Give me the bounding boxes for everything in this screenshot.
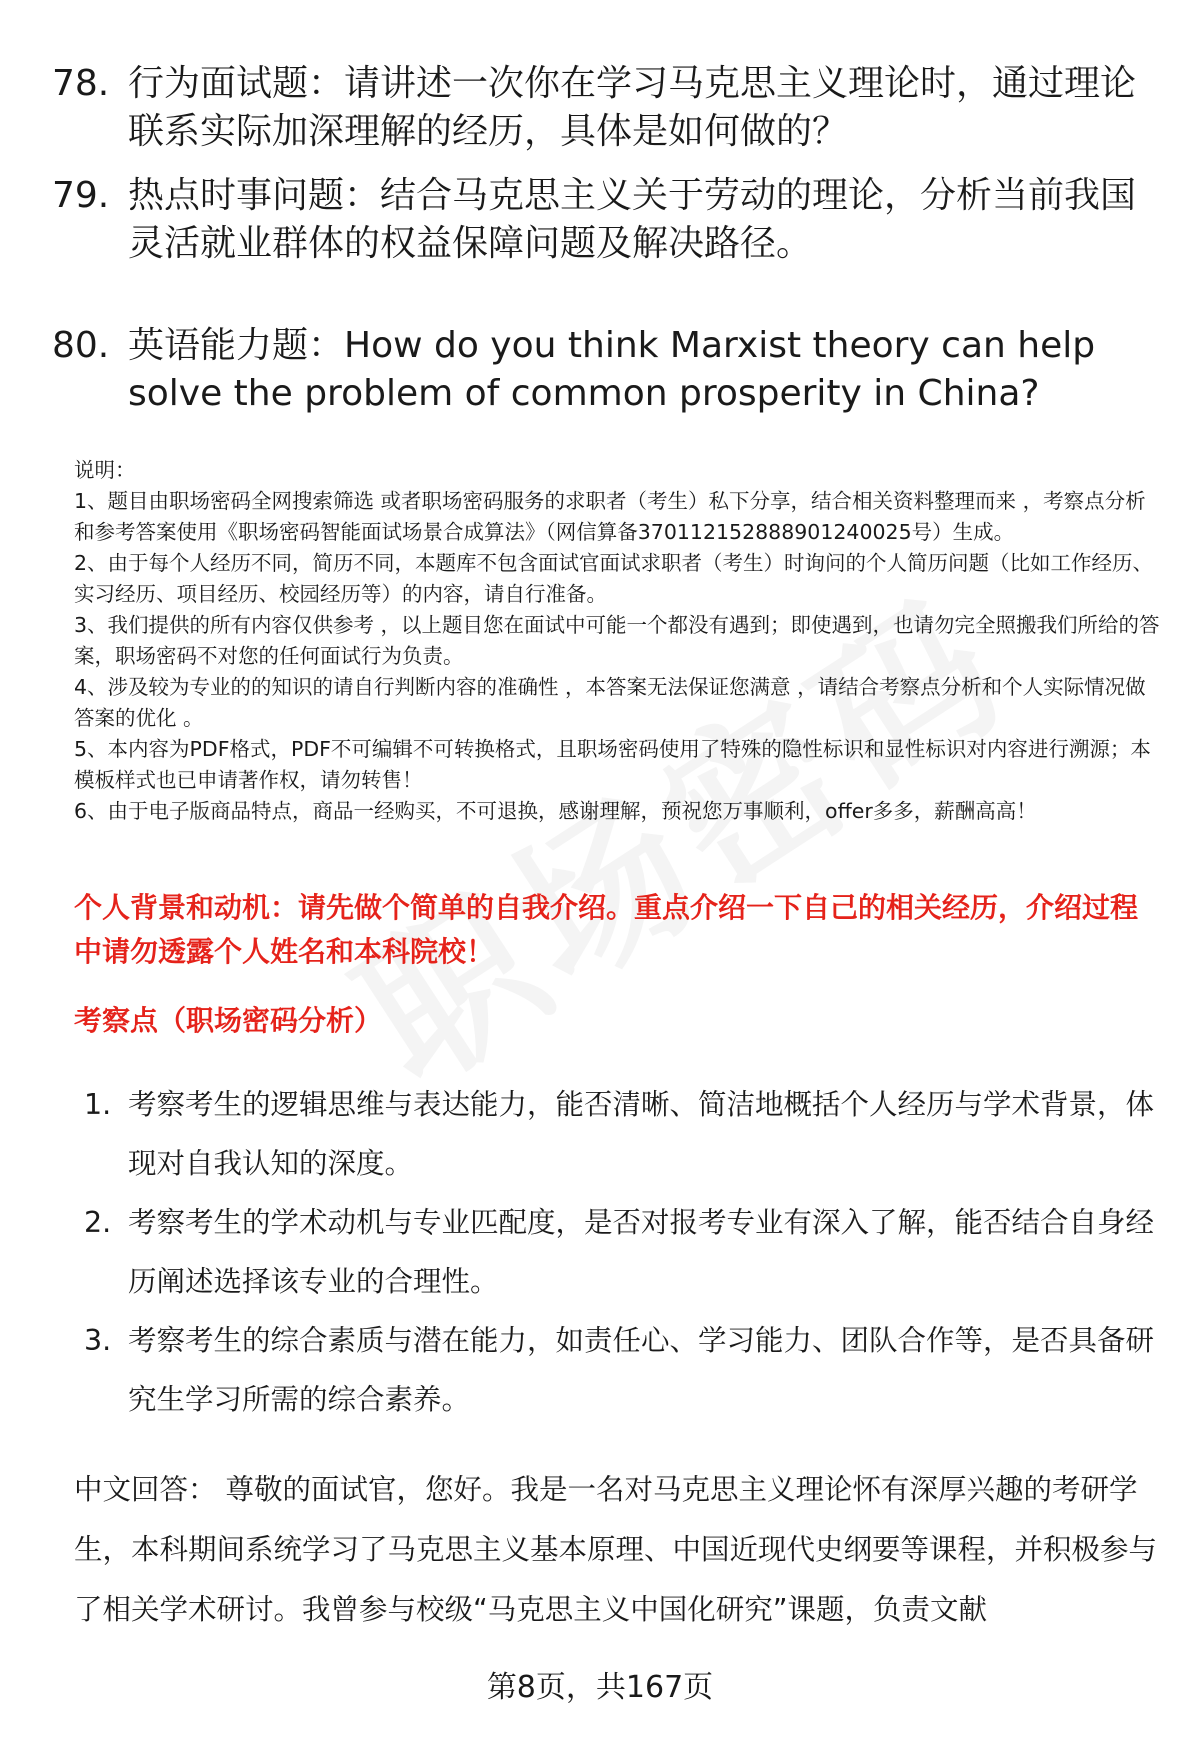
question-number: 80.: [52, 325, 110, 366]
question-text: 热点时事问题：结合马克思主义关于劳动的理论，分析当前我国灵活就业群体的权益保障问题及解决路径。: [128, 175, 1137, 264]
kaocha-item: [84, 1193, 1164, 1311]
kaocha-item: [84, 1311, 1164, 1429]
kaocha-item-number: 2.: [84, 1206, 112, 1239]
note-item: 2、由于每个人经历不同，简历不同，本题库不包含面试官面试求职者（考生）时询问的个人简历问题（比如工作经历、实习经历、项目经历、校园经历等）的内容，请自行准备。: [74, 551, 1154, 606]
page-number: 第8页，共167页: [486, 1670, 714, 1705]
notes-section: [74, 455, 1164, 827]
question-text: 行为面试题：请讲述一次你在学习马克思主义理论时，通过理论联系实际加深理解的经历，具体是如何做的？: [128, 63, 1137, 152]
notes-title: 说明：: [74, 458, 136, 482]
note-item: 4、涉及较为专业的的知识的请自行判断内容的准确性 ，本答案无法保证您满意 ，请结合考察点分析和个人实际情况做答案的优化 。: [74, 675, 1146, 730]
answer-text: 中文回答： 尊敬的面试官，您好。我是一名对马克思主义理论怀有深厚兴趣的考研学生，本科期间系统学习了马克思主义基本原理、中国近现代史纲要等课程，并积极参与了相关学术研讨。我曾参与校级“马克思主义中国化研究”课题，负责文献: [74, 1473, 1158, 1626]
intro-question: 个人背景和动机：请先做个简单的自我介绍。重点介绍一下自己的相关经历，介绍过程中请勿透露个人姓名和本科院校！: [74, 891, 1139, 968]
note-item: 1、题目由职场密码全网搜索筛选 或者职场密码服务的求职者（考生）私下分享，结合相关资料整理而来 ，考察点分析和参考答案使用《职场密码智能面试场景合成算法》（网信算备370112152888901240025号）生成。: [74, 489, 1146, 544]
question-number: 79.: [52, 175, 110, 216]
kaocha-title: 考察点（职场密码分析）: [74, 1004, 383, 1037]
kaocha-item-number: 3.: [84, 1324, 112, 1357]
note-item: 3、我们提供的所有内容仅供参考 ，以上题目您在面试中可能一个都没有遇到；即使遇到，也请勿完全照搬我们所给的答案，职场密码不对您的任何面试行为负责。: [74, 613, 1160, 668]
note-item: 5、本内容为PDF格式，PDF不可编辑不可转换格式，且职场密码使用了特殊的隐性标识和显性标识对内容进行溯源；本模板样式也已申请著作权，请勿转售！: [74, 737, 1151, 792]
question-79: [52, 172, 1152, 268]
question-78: [52, 60, 1152, 156]
kaocha-item-text: 考察考生的学术动机与专业匹配度，是否对报考专业有深入了解，能否结合自身经历阐述选择该专业的合理性。: [128, 1206, 1155, 1298]
question-text: 英语能力题：How do you think Marxist theory can help solve the problem of common prosperity in China?: [128, 325, 1096, 414]
kaocha-item-text: 考察考生的逻辑思维与表达能力，能否清晰、简洁地概括个人经历与学术背景，体现对自我认知的深度。: [128, 1088, 1155, 1180]
kaocha-item: [84, 1075, 1164, 1193]
kaocha-item-text: 考察考生的综合素质与潜在能力，如责任心、学习能力、团队合作等，是否具备研究生学习所需的综合素养。: [128, 1324, 1155, 1416]
question-number: 78.: [52, 63, 110, 104]
kaocha-item-number: 1.: [84, 1088, 112, 1121]
question-80: [52, 322, 1152, 418]
note-item: 6、由于电子版商品特点，商品一经购买，不可退换，感谢理解，预祝您万事顺利，offer多多，薪酬高高！: [74, 799, 1037, 823]
